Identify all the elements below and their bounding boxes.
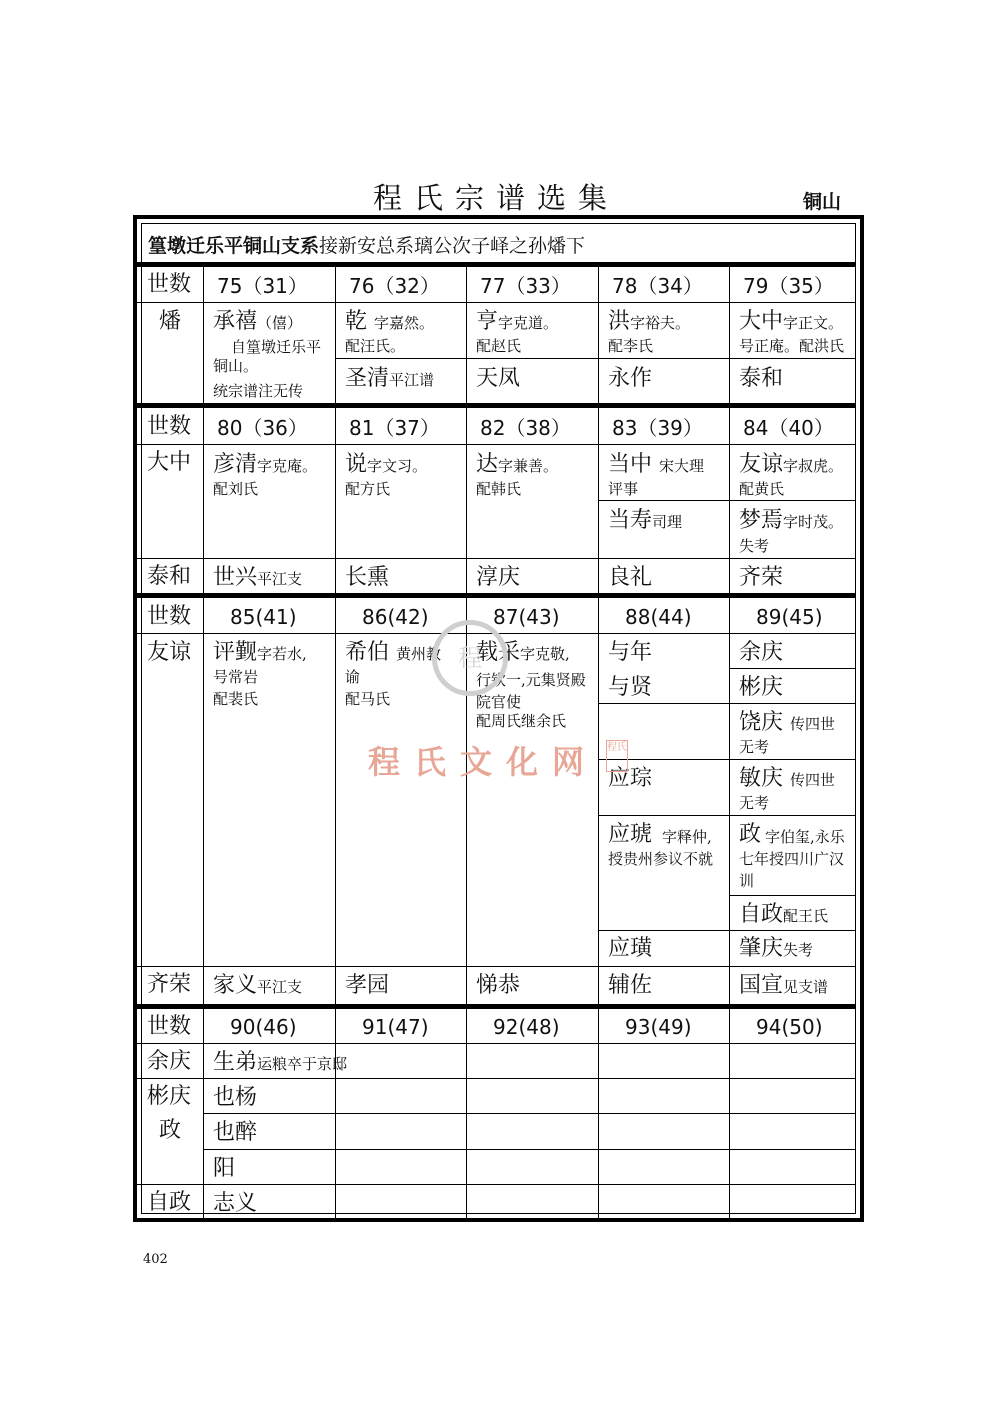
person-pingjin-spouse: 配裴氏 (213, 690, 259, 708)
person-shixing: 世兴平江支 (213, 565, 303, 590)
person-changxun: 长熏 (345, 565, 390, 590)
person-chunqing: 淳庆 (476, 565, 521, 590)
gen-92: 92(48) (493, 1015, 560, 1039)
person-yeyang: 也杨 (213, 1085, 258, 1110)
person-mengyan: 梦焉字时茂。 (739, 508, 844, 533)
person-zhiyi: 志义 (213, 1191, 258, 1216)
person-qirong: 齐荣 (739, 565, 784, 590)
row-label-shishu-4: 世数 (147, 1014, 192, 1039)
person-chengxi-desc: 自篁墩迁乐平铜山。 (213, 338, 322, 375)
watermark-stamp: 程氏 (606, 740, 628, 772)
person-tigong: 悌恭 (476, 973, 521, 998)
row-label-yuqing: 余庆 (147, 1049, 192, 1074)
person-heng-spouse: 配赵氏 (476, 337, 522, 355)
person-zaicai-desc: 行钦一,元集贤殿院官使 (476, 671, 586, 711)
gen-78: 78（34） (612, 274, 703, 298)
person-yanqing-spouse: 配刘氏 (213, 480, 259, 498)
gen-82: 82（38） (480, 416, 571, 440)
person-minqing-note: 无考 (739, 794, 770, 812)
row-label-qirong: 齐荣 (147, 972, 192, 997)
person-qian: 乾 字嘉然。 (345, 309, 435, 334)
person-yuqing: 余庆 (739, 640, 784, 665)
person-pingjin-hao: 号常岩 (213, 668, 259, 686)
row-label-fan: 燔 (159, 309, 182, 334)
person-taihe: 泰和 (739, 366, 784, 391)
person-yunian: 与年 (608, 640, 653, 665)
person-chengxi: 承禧（僖） (213, 309, 303, 334)
row-label-youliang: 友谅 (147, 640, 192, 665)
person-hong-spouse: 配李氏 (608, 337, 654, 355)
person-raoqing-note: 无考 (739, 738, 770, 756)
person-yinghu: 应琥 (608, 822, 653, 847)
person-da: 达字兼善。 (476, 452, 559, 477)
person-xibo-note: 谕 (345, 668, 361, 686)
person-youliang: 友谅字叔虎。 (739, 452, 844, 477)
person-shuo-spouse: 配方氏 (345, 480, 391, 498)
person-dangshou: 当寿司理 (608, 508, 683, 533)
person-shengqing: 圣清平江谱 (345, 366, 435, 391)
person-liangli: 良礼 (608, 565, 653, 590)
row-label-shishu: 世数 (147, 272, 192, 297)
gen-89: 89(45) (756, 605, 823, 629)
row-label-binqing: 彬庆 (147, 1084, 192, 1109)
page-title: 程氏宗谱选集 (372, 181, 619, 215)
row-label-zheng: 政 (159, 1118, 182, 1143)
person-dazhong-desc: 号正庵。配洪氏 (739, 337, 845, 355)
gen-87: 87(43) (493, 605, 560, 629)
gen-76: 76（32） (349, 274, 440, 298)
person-shengdi: 生弟运粮卒于京邸 (213, 1050, 348, 1075)
person-youliang-spouse: 配黄氏 (739, 480, 785, 498)
person-zizheng: 自政配王氏 (739, 902, 829, 927)
page-number: 402 (143, 1252, 168, 1267)
person-jiayi: 家义平江支 (213, 973, 303, 998)
person-yongzuo: 永作 (608, 366, 653, 391)
person-mengyan-note: 失考 (739, 537, 770, 555)
person-fuzuo: 辅佐 (608, 973, 653, 998)
person-guoxuan: 国宣见支谱 (739, 973, 829, 998)
header-branch: 篁墩迁乐平铜山支系 (148, 235, 320, 257)
watermark-text: 程氏文化网 (368, 743, 599, 781)
person-binqing: 彬庆 (739, 675, 784, 700)
person-dangzhong: 当中 宋大理 (608, 452, 705, 477)
row-label-shishu-3: 世数 (147, 604, 192, 629)
gen-91: 91(47) (362, 1015, 429, 1039)
gen-88: 88(44) (625, 605, 692, 629)
person-yingcong: 应琮 (608, 766, 653, 791)
person-dangzhong-note: 评事 (608, 480, 639, 498)
gen-94: 94(50) (756, 1015, 823, 1039)
gen-81: 81（37） (349, 416, 440, 440)
gen-85: 85(41) (230, 605, 297, 629)
person-qian-spouse: 配汪氏。 (345, 337, 406, 355)
watermark-seal: 程 (432, 620, 508, 696)
person-heng: 亨字克道。 (476, 309, 559, 334)
person-dazhong: 大中字正文。 (739, 309, 844, 334)
person-yezui: 也醉 (213, 1120, 258, 1145)
person-xiaoyuan: 孝园 (345, 973, 390, 998)
person-xibo-spouse: 配马氏 (345, 690, 391, 708)
person-yanqing: 彦清字克庵。 (213, 452, 318, 477)
person-zhaoqing: 肇庆失考 (739, 936, 814, 961)
person-zaicai: 载采字克敬, (476, 640, 570, 665)
gen-84: 84（40） (743, 416, 834, 440)
person-pingjin: 评觐字若水, (213, 640, 307, 665)
gen-93: 93(49) (625, 1015, 692, 1039)
gen-77: 77（33） (480, 274, 571, 298)
person-minqing: 敏庆 传四世 (739, 766, 836, 791)
gen-90: 90(46) (230, 1015, 297, 1039)
person-zheng: 政 (739, 822, 762, 847)
place-name: 铜山 (803, 191, 842, 213)
header-lineage: 接新安总系璃公次子峄之孙燔下 (319, 235, 586, 257)
gen-83: 83（39） (612, 416, 703, 440)
row-label-dazhong: 大中 (147, 450, 192, 475)
person-da-spouse: 配韩氏 (476, 480, 522, 498)
person-yuxian: 与贤 (608, 675, 653, 700)
row-label-zizheng: 自政 (147, 1190, 192, 1215)
person-hong: 洪字裕夫。 (608, 309, 691, 334)
gen-75: 75（31） (217, 274, 308, 298)
row-label-taihe: 泰和 (147, 564, 192, 589)
table-header (138, 222, 852, 260)
row-label-shishu-2: 世数 (147, 414, 192, 439)
person-zheng-desc: 字伯玺,永乐七年授四川广汉训 (739, 828, 845, 890)
person-zaicai-spouse: 配周氏继余氏 (476, 712, 567, 730)
gen-79: 79（35） (743, 274, 834, 298)
person-yinghuang: 应璜 (608, 936, 653, 961)
person-shuo: 说字文习。 (345, 452, 428, 477)
person-tianfeng: 天凤 (476, 366, 521, 391)
person-raoqing: 饶庆 传四世 (739, 710, 836, 735)
person-xibo: 希伯 黄州教 (345, 640, 442, 665)
person-chengxi-note: 统宗谱注无传 (213, 382, 304, 400)
gen-86: 86(42) (362, 605, 429, 629)
gen-80: 80（36） (217, 416, 308, 440)
person-yinghu-desc: 字释仲,授贵州参议不就 (608, 828, 714, 868)
person-yang: 阳 (213, 1156, 236, 1181)
